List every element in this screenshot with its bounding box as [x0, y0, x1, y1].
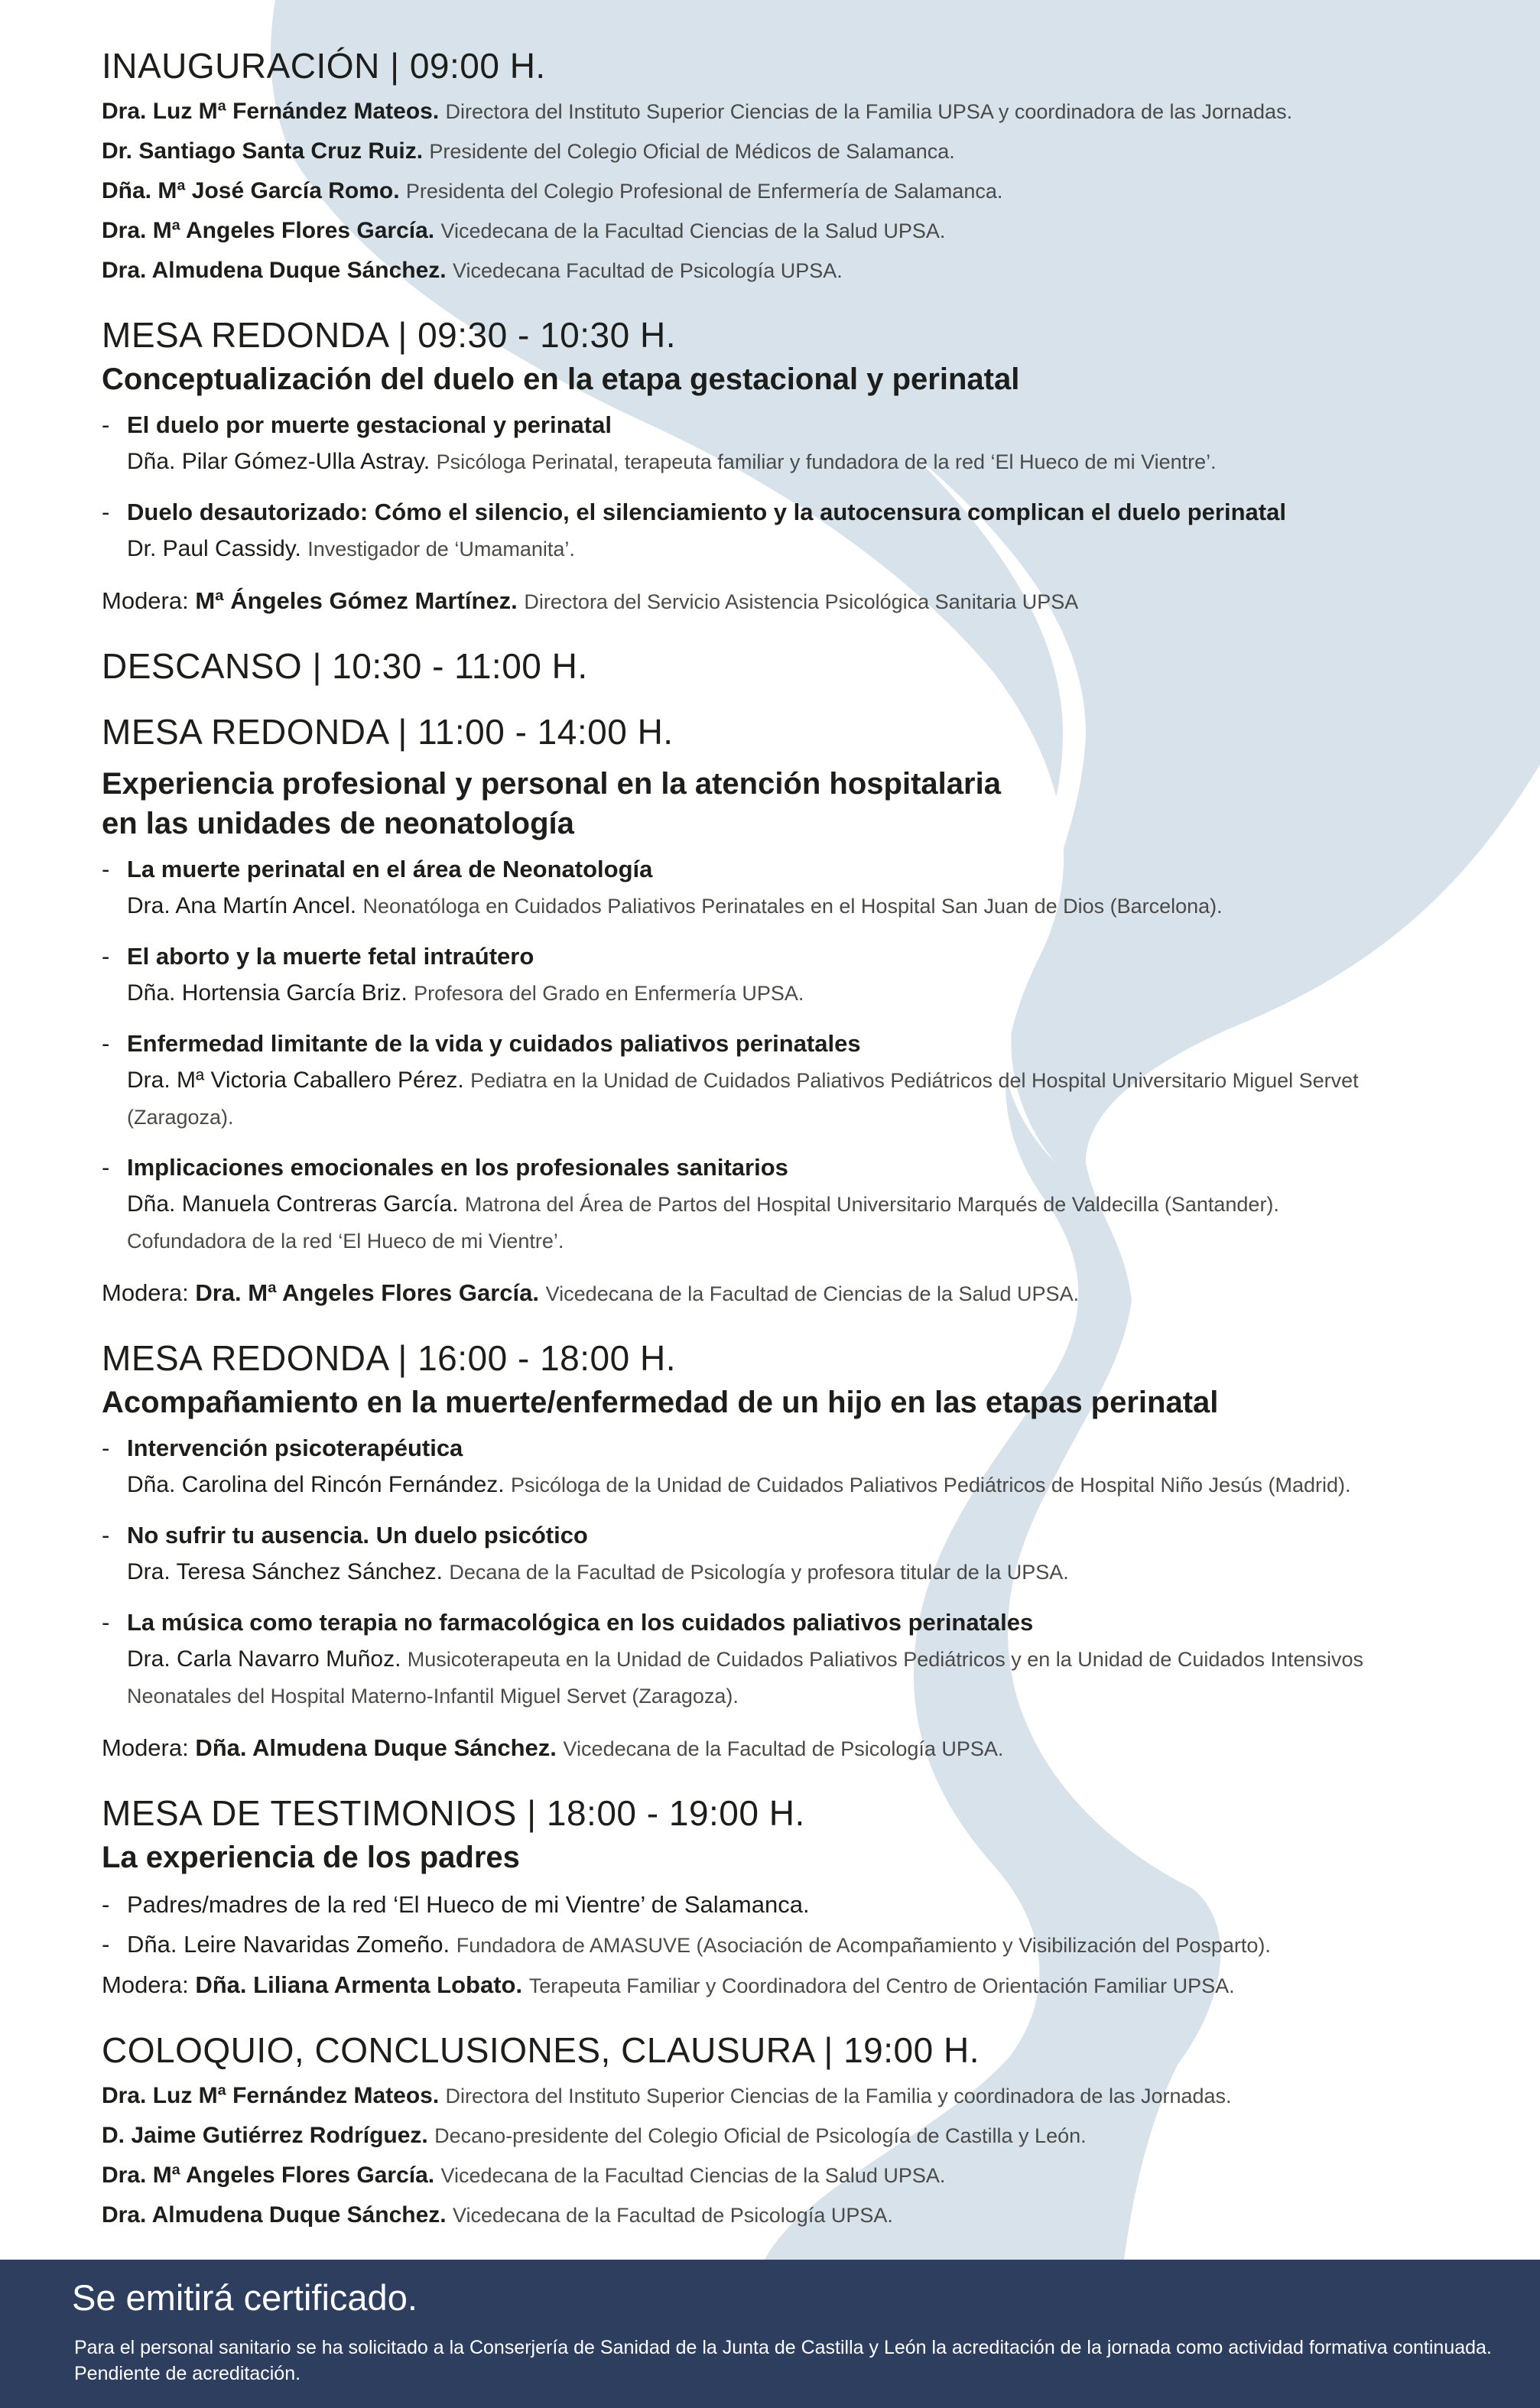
- moderator: Modera: Mª Ángeles Gómez Martínez. Directora del Servicio Asistencia Psicológica Sanitaria UPSA: [102, 587, 1079, 614]
- talk-item: - La música como terapia no farmacológica en los cuidados paliativos perinatales Dra. Carla Navarro Muñoz. Musicoterapeuta en la Unidad de Cuidados Paliativos Pediátricos y en la Unidad de Cuidados Intensivos Neonatales del Hospital Materno-Infantil Miguel Servet (Zaragoza).: [102, 1609, 1364, 1708]
- participant: Dra. Almudena Duque Sánchez. Vicedecana de la Facultad de Psicología UPSA.: [102, 2202, 893, 2228]
- section-heading: MESA REDONDA | 09:30 - 10:30 H.: [102, 315, 676, 355]
- section-heading: MESA DE TESTIMONIOS | 18:00 - 19:00 H.: [102, 1793, 805, 1833]
- mesa-redonda-1: [102, 314, 1478, 622]
- participant: Dra. Luz Mª Fernández Mateos. Directora del Instituto Superior Ciencias de la Familia UPSA y coordinadora de las Jornadas.: [102, 99, 1293, 124]
- talk-item: - Duelo desautorizado: Cómo el silencio, el silenciamiento y la autocensura complican el duelo perinatal Dr. Paul Cassidy. Investigador de ‘Umamanita’.: [102, 499, 1286, 561]
- talk-item: - Implicaciones emocionales en los profesionales sanitarios Dña. Manuela Contreras García. Matrona del Área de Partos del Hospital Universitario Marqués de Valdecilla (Santander). Cofundadora de la red ‘El Hueco de mi Vientre’.: [102, 1154, 1279, 1253]
- clausura-section: [102, 2029, 1478, 2235]
- section-subtitle: Conceptualización del duelo en la etapa gestacional y perinatal: [102, 362, 1020, 396]
- descanso-section: [102, 645, 1478, 687]
- participant: D. Jaime Gutiérrez Rodríguez. Decano-presidente del Colegio Oficial de Psicología de Castilla y León.: [102, 2123, 1087, 2148]
- mesa-redonda-2: [102, 710, 1478, 1314]
- testimony-item: - Dña. Leire Navaridas Zomeño. Fundadora de AMASUVE (Asociación de Acompañamiento y Visibilización del Posparto).: [102, 1931, 1271, 1958]
- section-heading: COLOQUIO, CONCLUSIONES, CLAUSURA | 19:00 H.: [102, 2030, 980, 2070]
- participant: Dña. Mª José García Romo. Presidenta del Colegio Profesional de Enfermería de Salamanca.: [102, 178, 1003, 203]
- moderator: Modera: Dña. Liliana Armenta Lobato. Terapeuta Familiar y Coordinadora del Centro de Orientación Familiar UPSA.: [102, 1971, 1235, 1998]
- testimonios-section: [102, 1792, 1478, 2006]
- participant: Dra. Almudena Duque Sánchez. Vicedecana Facultad de Psicología UPSA.: [102, 258, 843, 283]
- talk-item: - No sufrir tu ausencia. Un duelo psicótico Dra. Teresa Sánchez Sánchez. Decana de la Facultad de Psicología y profesora titular de la UPSA.: [102, 1522, 1069, 1584]
- certificate-footer: [0, 2260, 1540, 2408]
- section-heading: MESA REDONDA | 16:00 - 18:00 H.: [102, 1338, 676, 1378]
- inauguracion-section: [102, 44, 1478, 291]
- talk-item: - El duelo por muerte gestacional y perinatal Dña. Pilar Gómez-Ulla Astray. Psicóloga Perinatal, terapeuta familiar y fundadora de la red ‘El Hueco de mi Vientre’.: [102, 411, 1217, 474]
- section-heading: INAUGURACIÓN | 09:00 H.: [102, 46, 546, 86]
- moderator: Modera: Dra. Mª Angeles Flores García. Vicedecana de la Facultad de Ciencias de la Salud UPSA.: [102, 1279, 1080, 1306]
- section-subtitle: La experiencia de los padres: [102, 1841, 520, 1874]
- participant: Dra. Mª Angeles Flores García. Vicedecana de la Facultad Ciencias de la Salud UPSA.: [102, 218, 946, 243]
- mesa-redonda-3: [102, 1337, 1478, 1769]
- section-heading: MESA REDONDA | 11:00 - 14:00 H.: [102, 712, 674, 752]
- participant: Dra. Luz Mª Fernández Mateos. Directora del Instituto Superior Ciencias de la Familia y coordinadora de las Jornadas.: [102, 2083, 1232, 2108]
- section-subtitle: Acompañamiento en la muerte/enfermedad de un hijo en las etapas perinatal: [102, 1386, 1219, 1419]
- section-heading: DESCANSO | 10:30 - 11:00 H.: [102, 646, 588, 686]
- participant: Dra. Mª Angeles Flores García. Vicedecana de la Facultad Ciencias de la Salud UPSA.: [102, 2163, 946, 2188]
- moderator: Modera: Dña. Almudena Duque Sánchez. Vicedecana de la Facultad de Psicología UPSA.: [102, 1734, 1004, 1761]
- program-content: [102, 44, 1478, 2258]
- talk-item: - La muerte perinatal en el área de Neonatología Dra. Ana Martín Ancel. Neonatóloga en Cuidados Paliativos Perinatales en el Hospital San Juan de Dios (Barcelona).: [102, 856, 1223, 918]
- section-subtitle: Experiencia profesional y personal en la atención hospitalaria en las unidades de neonatología: [102, 767, 1001, 840]
- talk-item: - El aborto y la muerte fetal intraútero Dña. Hortensia García Briz. Profesora del Grado en Enfermería UPSA.: [102, 943, 804, 1006]
- testimony-item: - Padres/madres de la red ‘El Hueco de mi Vientre’ de Salamanca.: [102, 1891, 810, 1918]
- participant: Dr. Santiago Santa Cruz Ruiz. Presidente del Colegio Oficial de Médicos de Salamanca.: [102, 138, 955, 164]
- accreditation-note: Para el personal sanitario se ha solicitado a la Conserjería de Sanidad de la Junta de Castilla y León la acreditación de la jornada como actividad formativa continuada. Pendiente de acreditación.: [74, 2337, 1492, 2384]
- talk-item: - Intervención psicoterapéutica Dña. Carolina del Rincón Fernández. Psicóloga de la Unidad de Cuidados Paliativos Pediátricos de Hospital Niño Jesús (Madrid).: [102, 1435, 1351, 1497]
- talk-item: - Enfermedad limitante de la vida y cuidados paliativos perinatales Dra. Mª Victoria Caballero Pérez. Pediatra en la Unidad de Cuidados Paliativos Pediátricos del Hospital Universitario Miguel Servet (Zaragoza).: [102, 1030, 1359, 1129]
- certificate-title: Se emitirá certificado.: [72, 2277, 417, 2318]
